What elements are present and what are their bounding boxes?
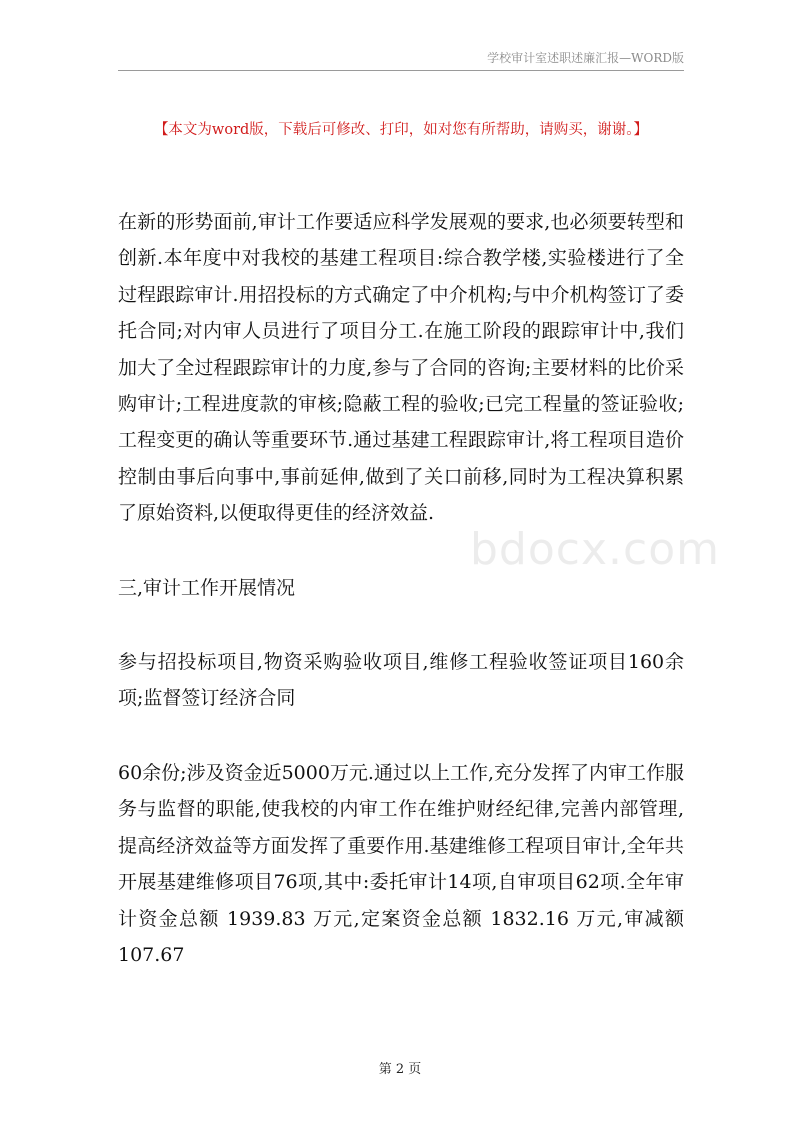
page-number: 第 2 页	[378, 1062, 422, 1077]
header-title: 学校审计室述职述廉汇报—WORD版	[487, 51, 684, 65]
section-heading-3: 三,审计工作开展情况	[118, 576, 296, 599]
paragraph-3: 60余份;涉及资金近5000万元.通过以上工作,充分发挥了内审工作服务与监督的职能,使我校的内审工作在维护财经纪律,完善内部管理,提高经济效益等方面发挥了重要作用.基建维修工程项目审计,全年共开展基建维修项目76项,其中:委托审计14项,自审项目62项.全年审计资金总额 1939.83 万元,定案资金总额 1832.16 万元,审减额 107.67	[118, 761, 685, 966]
paragraph-2: 参与招投标项目,物资采购验收项目,维修工程验收签证项目160余项;监督签订经济合同	[118, 651, 684, 710]
document-body	[118, 204, 684, 973]
purchase-notice: 【本文为word版，下载后可修改、打印，如对您有所帮助，请购买，谢谢。】	[153, 122, 649, 138]
watermark: bdocx.com	[470, 524, 720, 575]
page-header	[118, 50, 684, 71]
paragraph-1: 在新的形势面前,审计工作要适应科学发展观的要求,也必须要转型和创新.本年度中对我校的基建工程项目:综合教学楼,实验楼进行了全过程跟踪审计.用招投标的方式确定了中介机构;与中介机构签订了委托合同;对内审人员进行了项目分工.在施工阶段的跟踪审计中,我们加大了全过程跟踪审计的力度,参与了合同的咨询;主要材料的比价采购审计;工程进度款的审核;隐蔽工程的验收;已完工程量的签证验收;工程变更的确认等重要环节.通过基建工程跟踪审计,将工程项目造价控制由事后向事中,事前延伸,做到了关口前移,同时为工程决算积累了原始资料,以便取得更佳的经济效益.	[118, 211, 684, 525]
